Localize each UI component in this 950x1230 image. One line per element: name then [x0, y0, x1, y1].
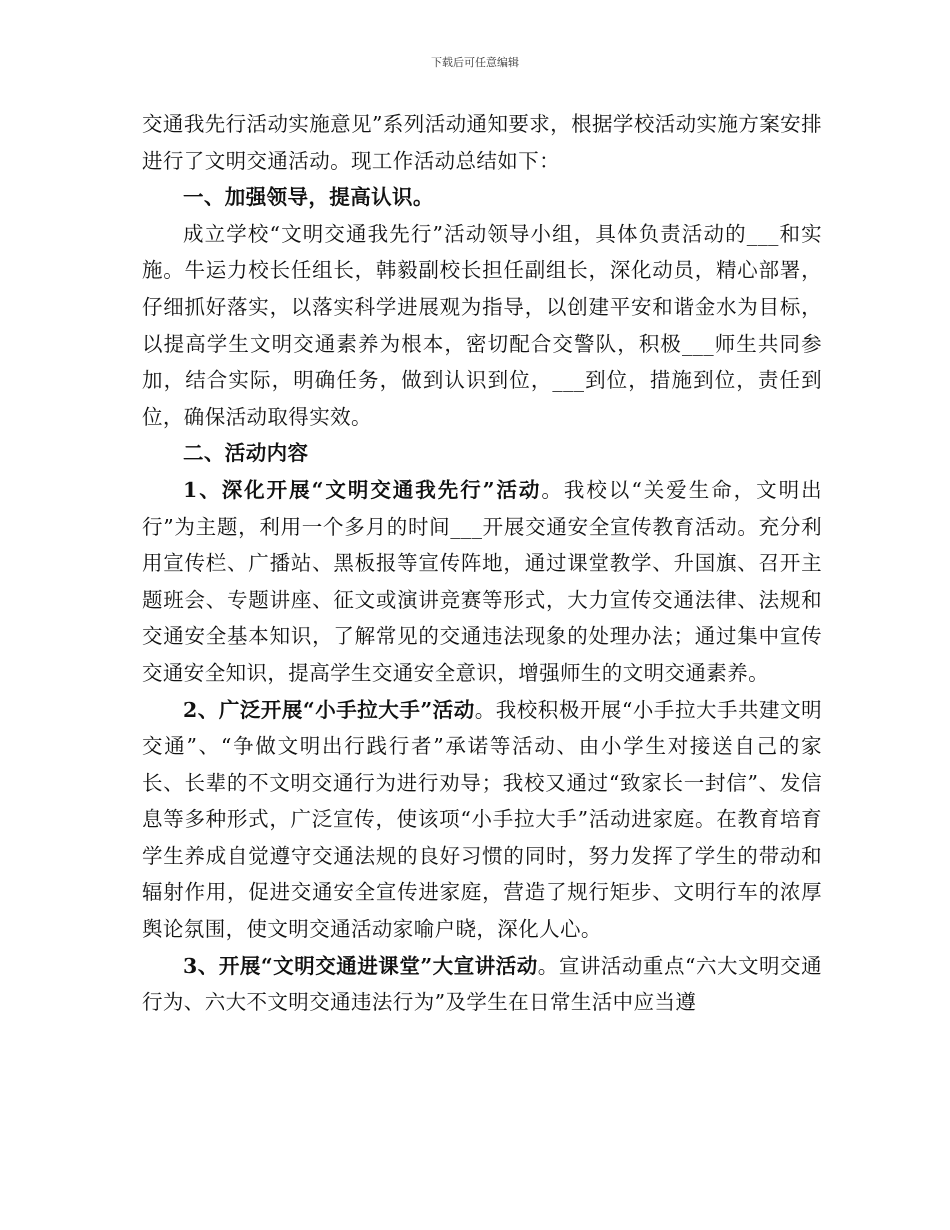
intro-paragraph: 交通我先行活动实施意见”系列活动通知要求，根据学校活动实施方案安排进行了文明交通活动。现工作活动总结如下：	[142, 112, 822, 173]
section-heading-1: 一、加强领导，提高认识。	[183, 185, 434, 210]
item-2-paragraph	[142, 692, 822, 948]
section-1-paragraph: 成立学校“文明交通我先行”活动领导小组，具体负责活动的___和实施。牛运力校长任组长，韩毅副校长担任副组长，深化动员，精心部署，仔细抓好落实，以落实科学进展观为指导，以创建平安和谐金水为目标，以提高学生文明交通素养为根本，密切配合交警队，积极___师生共同参加，结合实际，明确任务，做到认识到位，___到位，措施到位，责任到位，确保活动取得实效。	[142, 221, 822, 429]
item-2-title: 2、广泛开展“小手拉大手”活动	[183, 697, 475, 722]
item-3-title: 3、开展“文明交通进课堂”大宣讲活动	[183, 953, 538, 978]
document-body	[142, 106, 822, 1021]
section-heading-2: 二、活动内容	[183, 441, 309, 466]
page-header: 下载后可任意编辑	[431, 56, 519, 69]
item-1-text: 。我校以“关爱生命，文明出行”为主题，利用一个多月的时间___开展交通安全宣传教育活动。充分利用宣传栏、广播站、黑板报等宣传阵地，通过课堂教学、升国旗、召开主题班会、专题讲座、征文或演讲竞赛等形式，大力宣传交通法律、法规和交通安全基本知识，了解常见的交通违法现象的处理办法；通过集中宣传交通安全知识，提高学生交通安全意识，增强师生的文明交通素养。	[142, 477, 822, 685]
item-1-paragraph	[142, 472, 822, 692]
item-3-text: 。宣讲活动重点“六大文明交通行为、六大不文明交通违法行为”及学生在日常生活中应当遵	[142, 953, 822, 1015]
item-1-title: 1、深化开展“文明交通我先行”活动	[183, 477, 542, 502]
item-2-text: 。我校积极开展“小手拉大手共建文明交通”、“争做文明出行践行者”承诺等活动、由小学生对接送自己的家长、长辈的不文明交通行为进行劝导；我校又通过“致家长一封信”、发信息等多种形式，广泛宣传，使该项“小手拉大手”活动进家庭。在教育培育学生养成自觉遵守交通法规的良好习惯的同时，努力发挥了学生的带动和辐射作用，促进交通安全宣传进家庭，营造了规行矩步、文明行车的浓厚舆论氛围，使文明交通活动家喻户晓，深化人心。	[142, 697, 822, 942]
item-3-paragraph	[142, 948, 822, 1021]
